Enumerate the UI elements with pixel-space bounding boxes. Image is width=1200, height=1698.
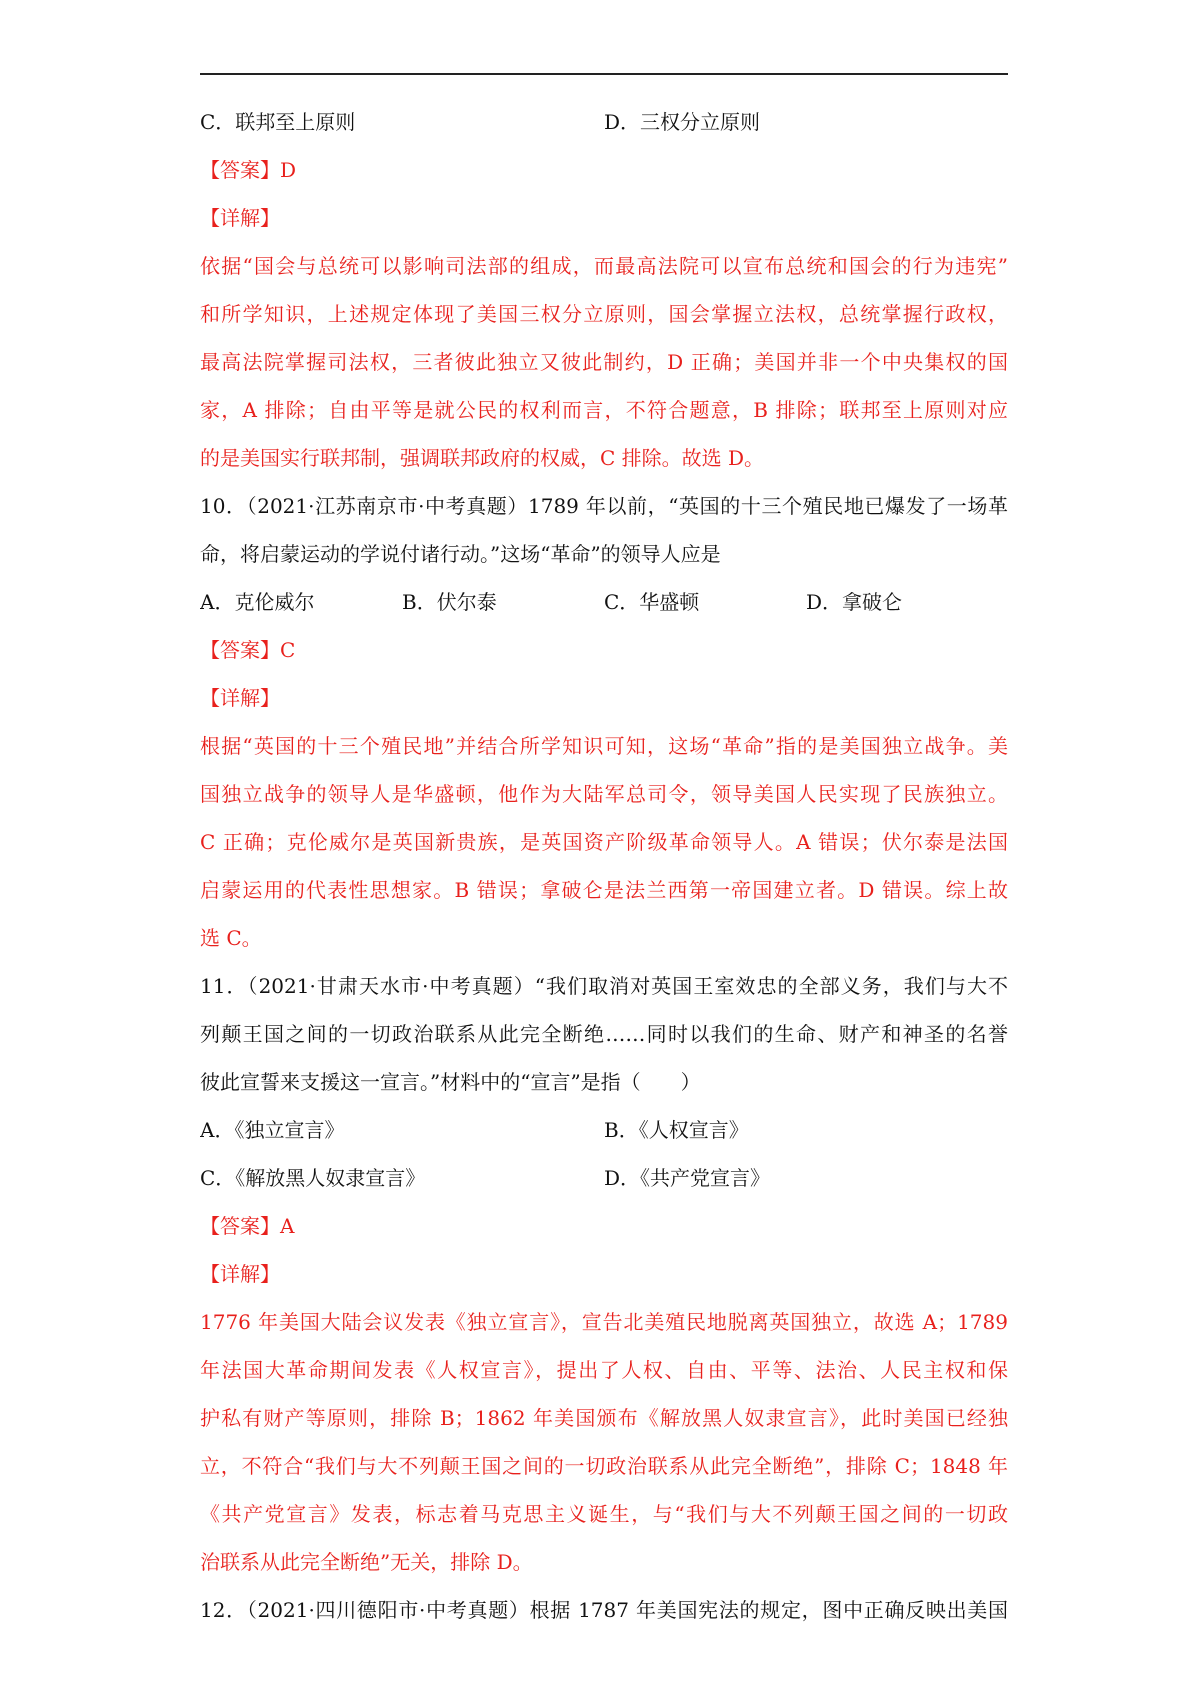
explain-label: 【详解】 xyxy=(200,686,280,710)
q10-option-b[interactable]: B．伏尔泰 xyxy=(402,590,497,614)
q10-explain-line: 选 C。 xyxy=(200,926,262,950)
q11-stem-line: 列颠王国之间的一切政治联系从此完全断绝……同时以我们的生命、财产和神圣的名誉 xyxy=(200,1022,1008,1046)
answer-value: D xyxy=(280,158,297,182)
q9-options xyxy=(200,98,1008,146)
q11-explain-heading xyxy=(200,1250,1008,1298)
q10-answer xyxy=(200,626,1008,674)
q9-explain-heading xyxy=(200,194,1008,242)
q11-explain-line: 年法国大革命期间发表《人权宣言》，提出了人权、自由、平等、法治、人民主权和保 xyxy=(200,1358,1008,1382)
q11-explain-line: 立，不符合“我们与大不列颠王国之间的一切政治联系从此完全断绝”，排除 C；1848 年 xyxy=(200,1454,1008,1478)
q11-option-b[interactable]: B．《人权宣言》 xyxy=(604,1118,749,1142)
q9-answer xyxy=(200,146,1008,194)
q11-options-row-1 xyxy=(200,1106,1008,1154)
q10-explain-line: C 正确；克伦威尔是英国新贵族，是英国资产阶级革命领导人。A 错误；伏尔泰是法国 xyxy=(200,830,1008,854)
q10-explain-line: 国独立战争的领导人是华盛顿，他作为大陆军总司令，领导美国人民实现了民族独立。 xyxy=(200,782,1008,806)
q11-option-d[interactable]: D．《共产党宣言》 xyxy=(604,1166,771,1190)
q11-option-a[interactable]: A．《独立宣言》 xyxy=(200,1118,345,1142)
q11-explain-line: 治联系从此完全断绝”无关，排除 D。 xyxy=(200,1550,533,1574)
q10-option-c[interactable]: C．华盛顿 xyxy=(604,590,700,614)
q9-option-d[interactable]: D．三权分立原则 xyxy=(604,110,761,134)
answer-label: 【答案】 xyxy=(200,1214,280,1238)
explain-label: 【详解】 xyxy=(200,1262,280,1286)
explain-label: 【详解】 xyxy=(200,206,280,230)
q10-explain-line: 根据“英国的十三个殖民地”并结合所学知识可知，这场“革命”指的是美国独立战争。美 xyxy=(200,734,1008,758)
q11-answer xyxy=(200,1202,1008,1250)
q9-explain-line: 最高法院掌握司法权，三者彼此独立又彼此制约，D 正确；美国并非一个中央集权的国 xyxy=(200,350,1008,374)
q12-stem-line: 12．（2021·四川德阳市·中考真题）根据 1787 年美国宪法的规定，图中正确反映出美国 xyxy=(200,1598,1008,1622)
answer-value: C xyxy=(280,638,296,662)
q11-explain-line: 1776 年美国大陆会议发表《独立宣言》，宣告北美殖民地脱离英国独立，故选 A；1789 xyxy=(200,1310,1008,1334)
q11-explain-line: 护私有财产等原则，排除 B；1862 年美国颁布《解放黑人奴隶宣言》，此时美国已经独 xyxy=(200,1406,1008,1430)
q9-explain-line: 依据“国会与总统可以影响司法部的组成，而最高法院可以宣布总统和国会的行为违宪” xyxy=(200,254,1008,278)
q10-option-a[interactable]: A．克伦威尔 xyxy=(200,590,315,614)
header-rule xyxy=(200,73,1008,75)
q10-options xyxy=(200,578,1008,626)
q11-option-c[interactable]: C．《解放黑人奴隶宣言》 xyxy=(200,1166,426,1190)
q11-explain-line: 《共产党宣言》发表，标志着马克思主义诞生，与“我们与大不列颠王国之间的一切政 xyxy=(200,1502,1008,1526)
q11-stem-line: 彼此宣誓来支援这一宣言。”材料中的“宣言”是指（ ） xyxy=(200,1070,701,1094)
q10-stem-line: 10．（2021·江苏南京市·中考真题）1789 年以前，“英国的十三个殖民地已爆发了一场革 xyxy=(200,494,1008,518)
answer-label: 【答案】 xyxy=(200,158,280,182)
q11-stem-line: 11．（2021·甘肃天水市·中考真题）“我们取消对英国王室效忠的全部义务，我们与大不 xyxy=(200,974,1008,998)
q11-options-row-2 xyxy=(200,1154,1008,1202)
q9-explain-line: 的是美国实行联邦制，强调联邦政府的权威，C 排除。故选 D。 xyxy=(200,446,765,470)
q10-stem-line: 命，将启蒙运动的学说付诸行动。”这场“革命”的领导人应是 xyxy=(200,542,721,566)
q9-option-c[interactable]: C．联邦至上原则 xyxy=(200,110,356,134)
q10-explain-heading xyxy=(200,674,1008,722)
q9-explain-line: 家，A 排除；自由平等是就公民的权利而言，不符合题意，B 排除；联邦至上原则对应 xyxy=(200,398,1008,422)
q10-explain-line: 启蒙运用的代表性思想家。B 错误；拿破仑是法兰西第一帝国建立者。D 错误。综上故 xyxy=(200,878,1008,902)
document-page xyxy=(200,98,1008,1634)
answer-value: A xyxy=(280,1214,295,1238)
q10-option-d[interactable]: D．拿破仑 xyxy=(806,590,903,614)
q9-explain-line: 和所学知识，上述规定体现了美国三权分立原则，国会掌握立法权，总统掌握行政权， xyxy=(200,302,1008,326)
answer-label: 【答案】 xyxy=(200,638,280,662)
